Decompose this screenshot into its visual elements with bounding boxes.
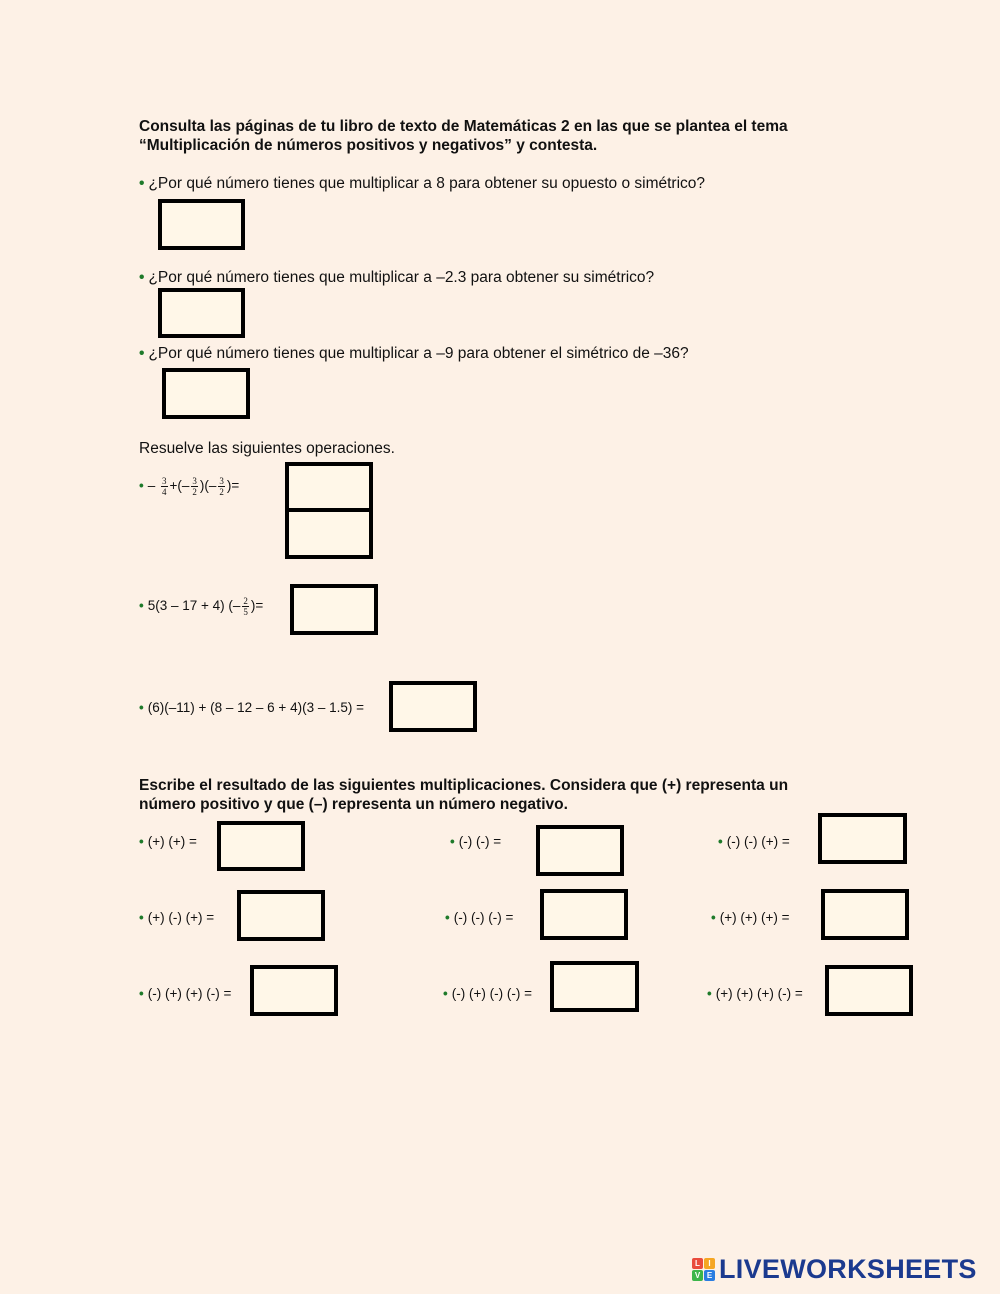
operations-heading: Resuelve las siguientes operaciones. bbox=[139, 440, 395, 457]
op2-fraction bbox=[242, 596, 249, 617]
sign-item bbox=[718, 834, 790, 849]
op1-f2-num: 3 bbox=[192, 476, 197, 486]
question-2 bbox=[139, 268, 654, 287]
bullet: • bbox=[450, 834, 455, 849]
question-1 bbox=[139, 174, 705, 193]
op1-f3-den: 2 bbox=[219, 487, 224, 497]
liveworksheets-logo bbox=[692, 1254, 977, 1284]
op1-minus: – bbox=[147, 478, 156, 494]
sign-item-text: (-) (+) (+) (-) = bbox=[147, 986, 232, 1001]
bullet: • bbox=[139, 910, 144, 925]
bullet: • bbox=[139, 834, 144, 849]
sign-item bbox=[139, 834, 197, 849]
bullet: • bbox=[707, 986, 712, 1001]
operation-2 bbox=[139, 596, 263, 617]
sign-item bbox=[443, 986, 532, 1001]
sign-item-text: (-) (-) = bbox=[458, 834, 502, 849]
sign-answer-input[interactable] bbox=[818, 813, 907, 864]
sign-heading-line-2: número positivo y que (–) representa un número negativo. bbox=[139, 796, 568, 813]
bullet: • bbox=[139, 986, 144, 1001]
sign-item-text: (-) (+) (-) (-) = bbox=[451, 986, 532, 1001]
sign-answer-input[interactable] bbox=[536, 825, 624, 876]
op1-end: )= bbox=[226, 478, 240, 494]
logo-mark-letter: V bbox=[692, 1270, 703, 1281]
sign-item-text: (-) (-) (+) = bbox=[726, 834, 790, 849]
op2-end: )= bbox=[250, 598, 264, 614]
sign-heading-line-1: Escribe el resultado de las siguientes multiplicaciones. Considera que (+) representa un bbox=[139, 777, 789, 794]
operation-1 bbox=[139, 476, 239, 497]
op2-f-num: 2 bbox=[243, 596, 248, 606]
sign-item bbox=[450, 834, 501, 849]
answer-input-op2[interactable] bbox=[290, 584, 378, 635]
question-3-text: ¿Por qué número tienes que multiplicar a –9 para obtener el simétrico de –36? bbox=[148, 345, 689, 362]
bullet: • bbox=[445, 910, 450, 925]
sign-answer-input[interactable] bbox=[550, 961, 639, 1012]
answer-input-op1-b[interactable] bbox=[285, 508, 373, 559]
op1-fraction-1 bbox=[161, 476, 168, 497]
question-3 bbox=[139, 344, 689, 363]
sign-answer-input[interactable] bbox=[540, 889, 628, 940]
sign-item-text: (+) (+) (+) (-) = bbox=[715, 986, 803, 1001]
sign-item bbox=[445, 910, 513, 925]
sign-item bbox=[711, 910, 790, 925]
sign-item bbox=[139, 986, 231, 1001]
sign-answer-input[interactable] bbox=[250, 965, 338, 1016]
bullet: • bbox=[718, 834, 723, 849]
bullet: • bbox=[139, 478, 144, 494]
logo-mark-icon bbox=[692, 1258, 715, 1281]
sign-item-text: (+) (+) = bbox=[147, 834, 197, 849]
bullet: • bbox=[443, 986, 448, 1001]
bullet: • bbox=[139, 700, 144, 715]
op2-f-den: 5 bbox=[243, 607, 248, 617]
sign-item-text: (+) (+) (+) = bbox=[719, 910, 790, 925]
sign-answer-input[interactable] bbox=[217, 821, 305, 871]
op1-fraction-3 bbox=[218, 476, 225, 497]
answer-input-op3[interactable] bbox=[389, 681, 477, 732]
op3-text: (6)(–11) + (8 – 12 – 6 + 4)(3 – 1.5) = bbox=[147, 700, 364, 715]
sign-item-text: (+) (-) (+) = bbox=[147, 910, 215, 925]
intro-line-1: Consulta las páginas de tu libro de texto de Matemáticas 2 en las que se plantea el tema bbox=[139, 118, 788, 135]
op1-mid-2: )(– bbox=[199, 478, 217, 494]
op1-f3-num: 3 bbox=[219, 476, 224, 486]
op1-mid-1: +(– bbox=[169, 478, 190, 494]
op1-f1-den: 4 bbox=[162, 487, 167, 497]
answer-input-q2[interactable] bbox=[158, 288, 245, 338]
bullet: • bbox=[711, 910, 716, 925]
sign-item bbox=[139, 910, 214, 925]
sign-item-text: (-) (-) (-) = bbox=[453, 910, 514, 925]
op1-f2-den: 2 bbox=[192, 487, 197, 497]
bullet: • bbox=[139, 345, 145, 362]
bullet: • bbox=[139, 598, 144, 614]
logo-mark-letter: L bbox=[692, 1258, 703, 1269]
question-1-text: ¿Por qué número tienes que multiplicar a 8 para obtener su opuesto o simétrico? bbox=[148, 175, 706, 192]
bullet: • bbox=[139, 175, 145, 192]
op2-pre: 5(3 – 17 + 4) (– bbox=[147, 598, 241, 614]
op1-fraction-2 bbox=[191, 476, 198, 497]
logo-mark-letter: E bbox=[704, 1270, 715, 1281]
answer-input-op1-a[interactable] bbox=[285, 462, 373, 512]
bullet: • bbox=[139, 269, 145, 286]
sign-answer-input[interactable] bbox=[825, 965, 913, 1016]
question-2-text: ¿Por qué número tienes que multiplicar a –2.3 para obtener su simétrico? bbox=[148, 269, 655, 286]
op1-f1-num: 3 bbox=[162, 476, 167, 486]
logo-mark-letter: I bbox=[704, 1258, 715, 1269]
sign-answer-input[interactable] bbox=[821, 889, 909, 940]
sign-item bbox=[707, 986, 803, 1001]
logo-text: LIVEWORKSHEETS bbox=[719, 1253, 977, 1284]
intro-line-2: “Multiplicación de números positivos y negativos” y contesta. bbox=[139, 137, 598, 154]
sign-answer-input[interactable] bbox=[237, 890, 325, 941]
answer-input-q1[interactable] bbox=[158, 199, 245, 250]
operation-3 bbox=[139, 700, 364, 715]
answer-input-q3[interactable] bbox=[162, 368, 250, 419]
